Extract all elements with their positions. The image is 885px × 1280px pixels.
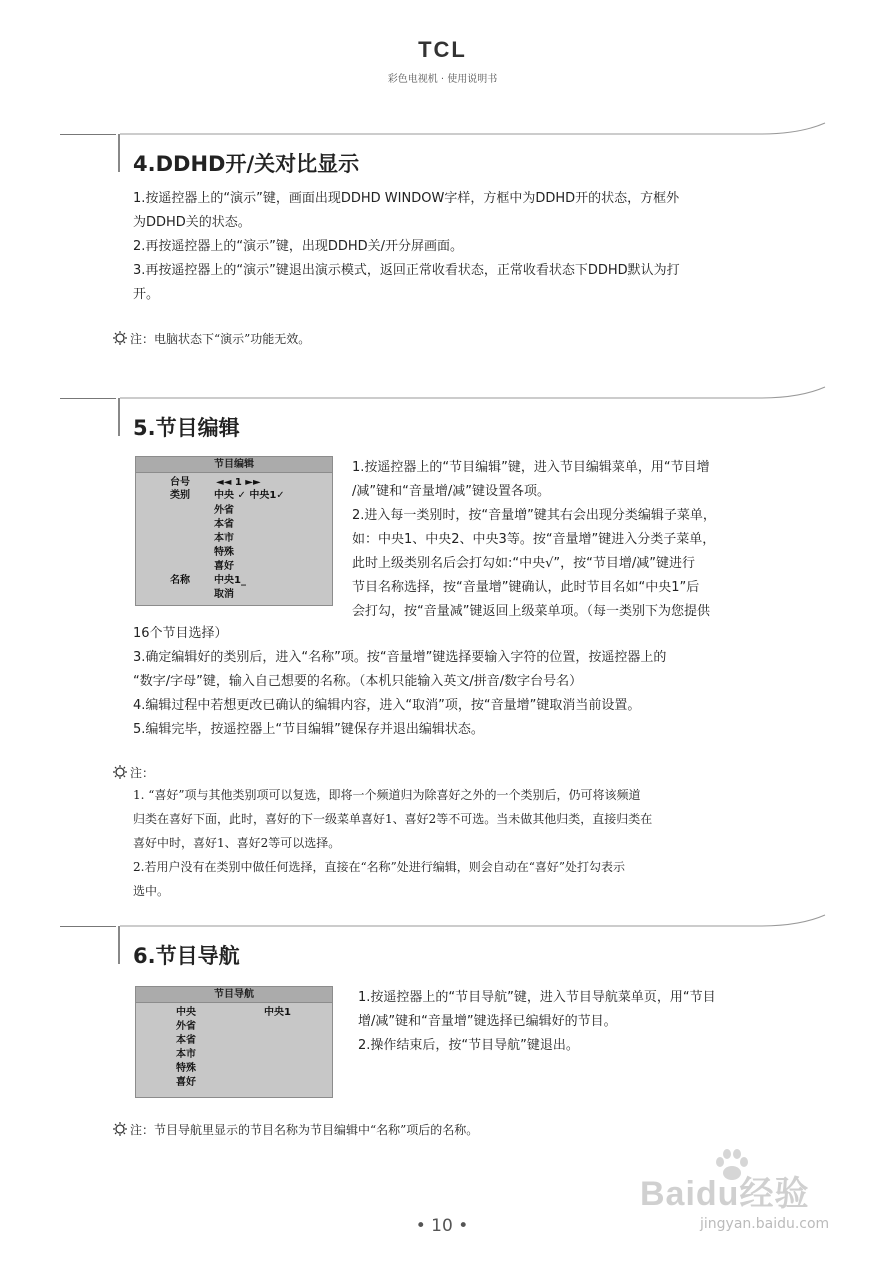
- menu-number-value: ◄◄ 1 ►►: [216, 477, 261, 488]
- body-line: 节目名称选择，按“音量增”键确认，此时节目名如“中央1”后: [352, 580, 700, 595]
- body-line: 2.进入每一类别时，按“音量增”键其右会出现分类编辑子菜单，: [352, 508, 716, 523]
- menu-cancel: 取消: [214, 589, 234, 600]
- section-5-title: 5.节目编辑: [133, 416, 240, 440]
- note-line: 1. “喜好”项与其他类别项可以复选，即将一个频道归为除喜好之外的一个类别后，仍可将该频道: [133, 788, 641, 802]
- note-text: 注：电脑状态下“演示”功能无效。: [130, 332, 311, 346]
- menu-label-name: 名称: [170, 575, 190, 586]
- section-6-title: 6.节目导航: [133, 944, 240, 968]
- lightbulb-icon: [112, 764, 128, 780]
- note-text: 注：节目导航里显示的节目名称为节目编辑中“名称”项后的名称。: [130, 1123, 479, 1137]
- menu-title: 节目导航: [136, 987, 332, 1003]
- body-line: 1.按遥控器上的“节目导航”键，进入节目导航菜单页，用“节目: [358, 990, 716, 1005]
- menu-item: 本市: [176, 1049, 196, 1060]
- note-line: 归类在喜好下面，此时，喜好的下一级菜单喜好1、喜好2等不可选。当未做其他归类，直接归类在: [133, 812, 653, 826]
- section-6-note: [112, 1118, 478, 1142]
- body-line: 5.编辑完毕，按遥控器上“节目编辑”键保存并退出编辑状态。: [133, 722, 484, 737]
- body-line: 1.按遥控器上的“演示”键，画面出现DDHD WINDOW字样，方框中为DDHD开的状态，方框外: [133, 191, 680, 206]
- note-line: 2.若用户没有在类别中做任何选择，直接在“名称”处进行编辑，则会自动在“喜好”处打勾表示: [133, 860, 625, 874]
- body-line: 3.再按遥控器上的“演示”键退出演示模式，返回正常收看状态，正常收看状态下DDHD默认为打: [133, 263, 680, 278]
- menu-item: 特殊: [176, 1063, 196, 1074]
- note-line: 选中。: [133, 884, 170, 898]
- section-5-side-text: [352, 456, 822, 624]
- brand-logo: TCL: [418, 37, 467, 62]
- section-4-note: [112, 327, 310, 351]
- menu-item: 外省: [176, 1021, 196, 1032]
- lightbulb-icon: [112, 330, 128, 346]
- body-line: 2.操作结束后，按“节目导航”键退出。: [358, 1038, 579, 1053]
- watermark-logo: Baidu经验: [640, 1175, 810, 1213]
- menu-item: 中央: [176, 1007, 196, 1018]
- menu-item: 本省: [176, 1035, 196, 1046]
- section-6-side-text: [358, 986, 823, 1058]
- menu-name-value: 中央1_: [214, 575, 246, 586]
- body-line: 2.再按遥控器上的“演示”键，出现DDHD关/开分屏画面。: [133, 239, 464, 254]
- body-line: 如：中央1、中央2、中央3等。按“音量增”键进入分类子菜单，: [352, 532, 716, 547]
- menu-category-item: 喜好: [214, 561, 234, 572]
- page-number: • 10 •: [415, 1216, 469, 1236]
- menu-category-item: 本省: [214, 519, 234, 530]
- section-5-body: [133, 622, 823, 742]
- menu-label-number: 台号: [170, 477, 190, 488]
- menu-label-category: 类别: [170, 490, 190, 501]
- program-guide-menu: [135, 986, 333, 1098]
- menu-category-item: 本市: [214, 533, 234, 544]
- menu-item: 喜好: [176, 1077, 196, 1088]
- body-line: 为DDHD关的状态。: [133, 215, 251, 230]
- body-line: 此时上级类别名后会打勾如:“中央√”，按“节目增/减”键进行: [352, 556, 695, 571]
- menu-right-item: 中央1: [264, 1007, 291, 1018]
- body-line: “数字/字母”键，输入自己想要的名称。（本机只能输入英文/拼音/数字台号名）: [133, 674, 583, 689]
- section-4-body: [133, 187, 823, 307]
- section-4-title: 4.DDHD开/关对比显示: [133, 152, 360, 176]
- lightbulb-icon: [112, 1121, 128, 1137]
- menu-category-item: 中央 ✓ 中央1✓: [214, 490, 285, 501]
- body-line: 4.编辑过程中若想更改已确认的编辑内容，进入“取消”项，按“音量增”键取消当前设置。: [133, 698, 641, 713]
- section-5-note-label: [112, 761, 154, 785]
- watermark-url: jingyan.baidu.com: [700, 1216, 830, 1232]
- note-text: 注：: [130, 766, 155, 780]
- body-line: 会打勾，按“音量减”键返回上级菜单项。（每一类别下为您提供: [352, 604, 710, 619]
- menu-category-item: 外省: [214, 505, 234, 516]
- program-edit-menu: [135, 456, 333, 606]
- note-line: 喜好中时，喜好1、喜好2等可以选择。: [133, 836, 341, 850]
- section-5-note-body: [133, 783, 823, 903]
- menu-title: 节目编辑: [136, 457, 332, 473]
- body-line: 16个节目选择）: [133, 626, 228, 641]
- body-line: 开。: [133, 287, 160, 302]
- body-line: /减”键和“音量增/减”键设置各项。: [352, 484, 550, 499]
- body-line: 1.按遥控器上的“节目编辑”键，进入节目编辑菜单，用“节目增: [352, 460, 710, 475]
- body-line: 增/减”键和“音量增”键选择已编辑好的节目。: [358, 1014, 617, 1029]
- menu-category-item: 特殊: [214, 547, 234, 558]
- body-line: 3.确定编辑好的类别后，进入“名称”项。按“音量增”键选择要输入字符的位置，按遥控器上的: [133, 650, 667, 665]
- header-subtitle: 彩色电视机 · 使用说明书: [387, 74, 498, 85]
